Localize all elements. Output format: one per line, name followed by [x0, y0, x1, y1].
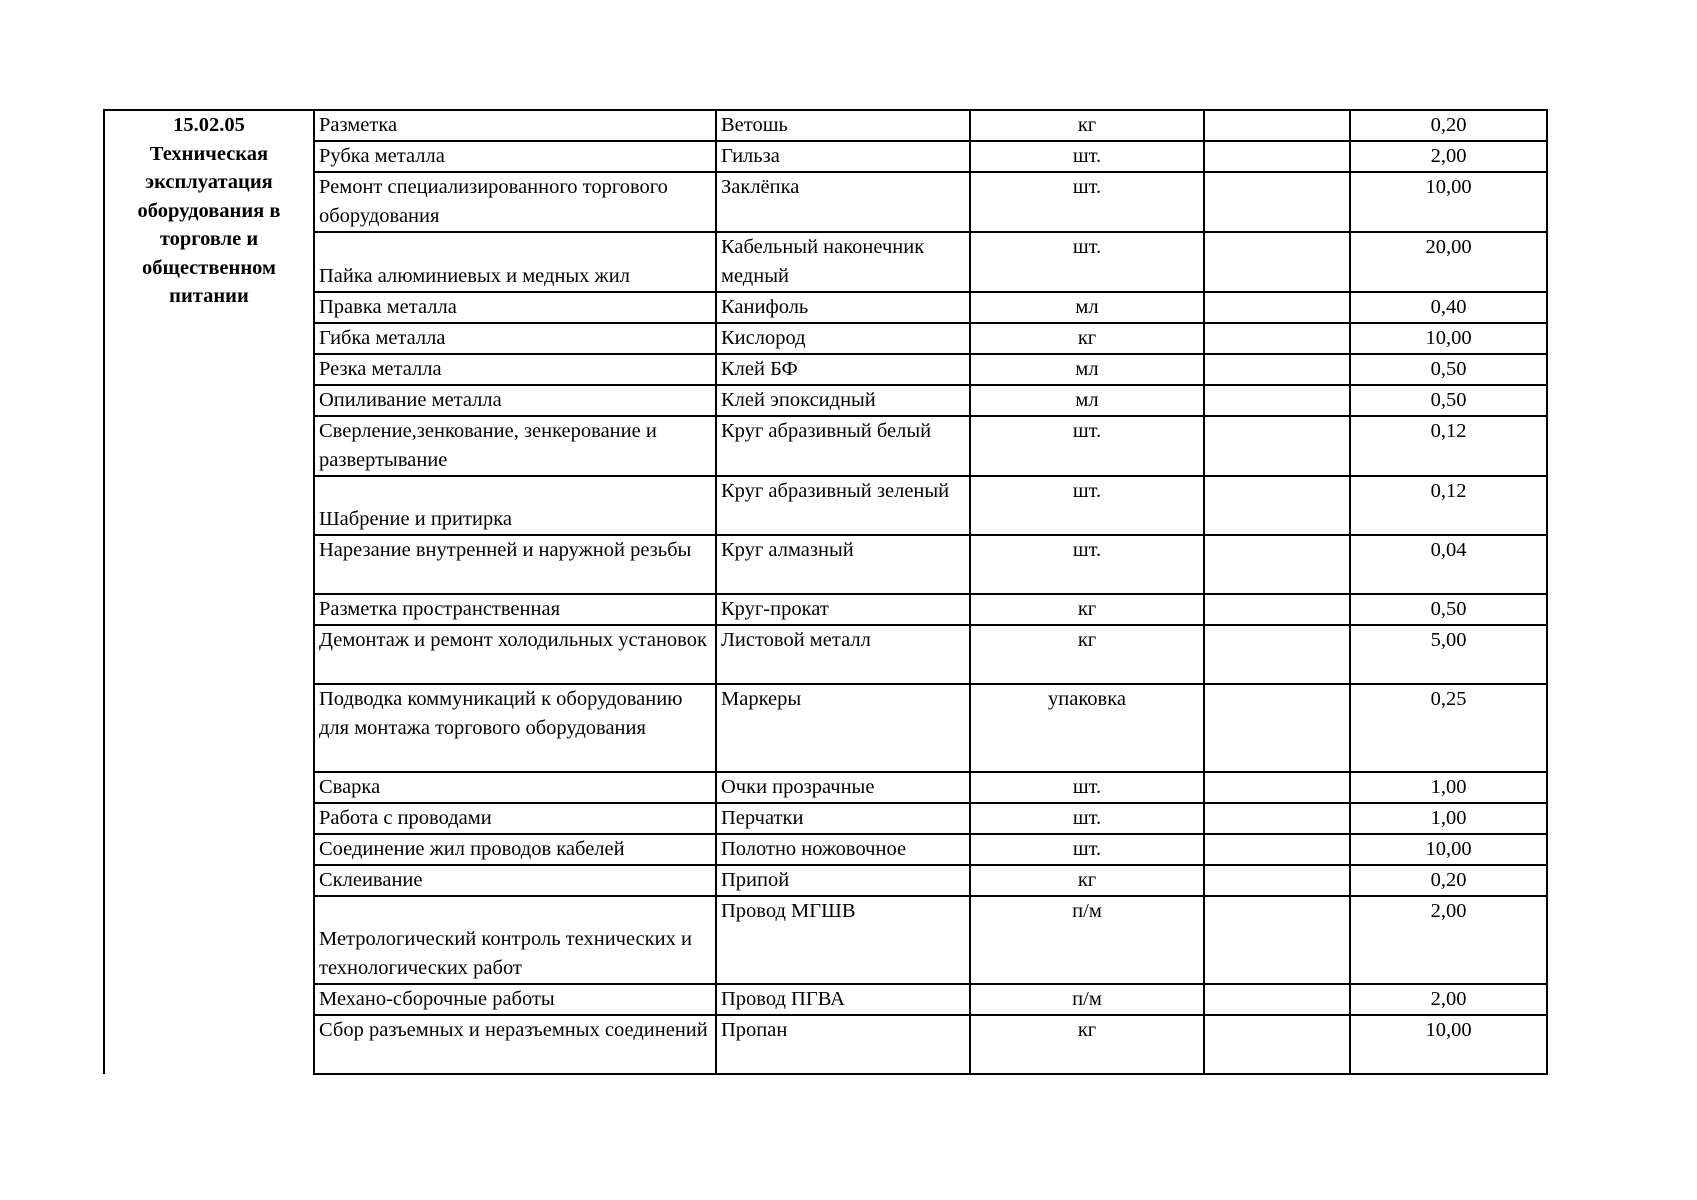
program-cell: [104, 110, 314, 1074]
empty-cell: [1204, 476, 1350, 535]
quantity-cell: 10,00: [1350, 1015, 1547, 1074]
unit-cell: мл: [970, 292, 1204, 323]
empty-cell: [1204, 110, 1350, 141]
table-row: [104, 110, 1547, 141]
unit-cell: кг: [970, 110, 1204, 141]
quantity-cell: 10,00: [1350, 172, 1547, 232]
unit-cell: шт.: [970, 232, 1204, 292]
unit-cell: шт.: [970, 772, 1204, 803]
work-cell: Склеивание: [314, 865, 716, 896]
material-cell: Клей БФ: [716, 354, 970, 385]
material-cell: Припой: [716, 865, 970, 896]
material-cell: Круг абразивный зеленый: [716, 476, 970, 535]
work-cell: Механо-сборочные работы: [314, 984, 716, 1015]
work-cell: Сверление,зенкование, зенкерование и развертывание: [314, 416, 716, 476]
table-row: [104, 984, 1547, 1015]
empty-cell: [1204, 834, 1350, 865]
work-cell: Опиливание металла: [314, 385, 716, 416]
empty-cell: [1204, 535, 1350, 594]
work-cell: Шабрение и притирка: [314, 476, 716, 535]
work-cell: Гибка металла: [314, 323, 716, 354]
material-cell: Кислород: [716, 323, 970, 354]
empty-cell: [1204, 292, 1350, 323]
unit-cell: мл: [970, 354, 1204, 385]
work-cell: Пайка алюминиевых и медных жил: [314, 232, 716, 292]
program-title-line: питании: [169, 285, 249, 307]
unit-cell: упаковка: [970, 684, 1204, 772]
quantity-cell: 0,20: [1350, 865, 1547, 896]
table-row: [104, 172, 1547, 232]
work-cell: Работа с проводами: [314, 803, 716, 834]
unit-cell: кг: [970, 594, 1204, 625]
unit-cell: шт.: [970, 834, 1204, 865]
quantity-cell: 1,00: [1350, 772, 1547, 803]
unit-cell: п/м: [970, 896, 1204, 984]
material-cell: Круг абразивный белый: [716, 416, 970, 476]
material-cell: Круг-прокат: [716, 594, 970, 625]
quantity-cell: 2,00: [1350, 896, 1547, 984]
table-row: [104, 141, 1547, 172]
quantity-cell: 0,50: [1350, 385, 1547, 416]
quantity-cell: 0,04: [1350, 535, 1547, 594]
unit-cell: шт.: [970, 535, 1204, 594]
quantity-cell: 0,50: [1350, 354, 1547, 385]
unit-cell: кг: [970, 323, 1204, 354]
quantity-cell: 10,00: [1350, 834, 1547, 865]
table-row: [104, 684, 1547, 772]
work-cell: Сварка: [314, 772, 716, 803]
empty-cell: [1204, 803, 1350, 834]
program-title-line: оборудования в: [137, 199, 281, 222]
program-title-line: торговле и: [159, 228, 259, 250]
empty-cell: [1204, 232, 1350, 292]
quantity-cell: 0,40: [1350, 292, 1547, 323]
empty-cell: [1204, 416, 1350, 476]
empty-cell: [1204, 141, 1350, 172]
quantity-cell: 0,50: [1350, 594, 1547, 625]
work-cell: Демонтаж и ремонт холодильных установок: [314, 625, 716, 684]
quantity-cell: 2,00: [1350, 141, 1547, 172]
empty-cell: [1204, 1015, 1350, 1074]
quantity-cell: 0,25: [1350, 684, 1547, 772]
unit-cell: шт.: [970, 416, 1204, 476]
empty-cell: [1204, 984, 1350, 1015]
material-cell: Заклёпка: [716, 172, 970, 232]
material-cell: Провод МГШВ: [716, 896, 970, 984]
unit-cell: кг: [970, 1015, 1204, 1074]
material-cell: Очки прозрачные: [716, 772, 970, 803]
quantity-cell: 5,00: [1350, 625, 1547, 684]
table-row: [104, 865, 1547, 896]
empty-cell: [1204, 172, 1350, 232]
work-cell: Ремонт специализированного торгового оборудования: [314, 172, 716, 232]
quantity-cell: 2,00: [1350, 984, 1547, 1015]
quantity-cell: 1,00: [1350, 803, 1547, 834]
unit-cell: шт.: [970, 141, 1204, 172]
empty-cell: [1204, 323, 1350, 354]
program-title-line: Техническая: [149, 142, 269, 165]
table-row: [104, 292, 1547, 323]
empty-cell: [1204, 896, 1350, 984]
material-cell: Клей эпоксидный: [716, 385, 970, 416]
work-cell: Рубка металла: [314, 141, 716, 172]
material-cell: Провод ПГВА: [716, 984, 970, 1015]
material-cell: Маркеры: [716, 684, 970, 772]
work-cell: Разметка: [314, 110, 716, 141]
empty-cell: [1204, 625, 1350, 684]
material-cell: Ветошь: [716, 110, 970, 141]
material-cell: Листовой металл: [716, 625, 970, 684]
quantity-cell: 10,00: [1350, 323, 1547, 354]
table-row: [104, 476, 1547, 535]
table-row: [104, 323, 1547, 354]
unit-cell: кг: [970, 625, 1204, 684]
quantity-cell: 0,12: [1350, 416, 1547, 476]
work-cell: Сбор разъемных и неразъемных соединений: [314, 1015, 716, 1074]
table-row: [104, 625, 1547, 684]
program-title-line: общественном: [142, 256, 276, 279]
work-cell: Резка металла: [314, 354, 716, 385]
quantity-cell: 20,00: [1350, 232, 1547, 292]
work-cell: Разметка пространственная: [314, 594, 716, 625]
materials-table: [103, 109, 1548, 1075]
unit-cell: шт.: [970, 476, 1204, 535]
empty-cell: [1204, 772, 1350, 803]
material-cell: Полотно ножовочное: [716, 834, 970, 865]
empty-cell: [1204, 684, 1350, 772]
material-cell: Пропан: [716, 1015, 970, 1074]
unit-cell: п/м: [970, 984, 1204, 1015]
table-row: [104, 232, 1547, 292]
work-cell: Метрологический контроль технических и технологических работ: [314, 896, 716, 984]
table-row: [104, 354, 1547, 385]
quantity-cell: 0,12: [1350, 476, 1547, 535]
unit-cell: мл: [970, 385, 1204, 416]
material-cell: Перчатки: [716, 803, 970, 834]
table-row: [104, 1015, 1547, 1074]
table-row: [104, 834, 1547, 865]
empty-cell: [1204, 385, 1350, 416]
empty-cell: [1204, 354, 1350, 385]
empty-cell: [1204, 594, 1350, 625]
material-cell: Круг алмазный: [716, 535, 970, 594]
table-row: [104, 594, 1547, 625]
quantity-cell: 0,20: [1350, 110, 1547, 141]
material-cell: Кабельный наконечник медный: [716, 232, 970, 292]
table-row: [104, 896, 1547, 984]
work-cell: Нарезание внутренней и наружной резьбы: [314, 535, 716, 594]
material-cell: Канифоль: [716, 292, 970, 323]
unit-cell: шт.: [970, 172, 1204, 232]
unit-cell: шт.: [970, 803, 1204, 834]
table-row: [104, 535, 1547, 594]
table-row: [104, 385, 1547, 416]
work-cell: Соединение жил проводов кабелей: [314, 834, 716, 865]
material-cell: Гильза: [716, 141, 970, 172]
table-row: [104, 416, 1547, 476]
table-row: [104, 803, 1547, 834]
empty-cell: [1204, 865, 1350, 896]
work-cell: Правка металла: [314, 292, 716, 323]
program-code: 15.02.05: [173, 114, 245, 136]
program-title-line: эксплуатация: [145, 171, 273, 193]
unit-cell: кг: [970, 865, 1204, 896]
work-cell: Подводка коммуникаций к оборудованию для монтажа торгового оборудования: [314, 684, 716, 772]
table-row: [104, 772, 1547, 803]
